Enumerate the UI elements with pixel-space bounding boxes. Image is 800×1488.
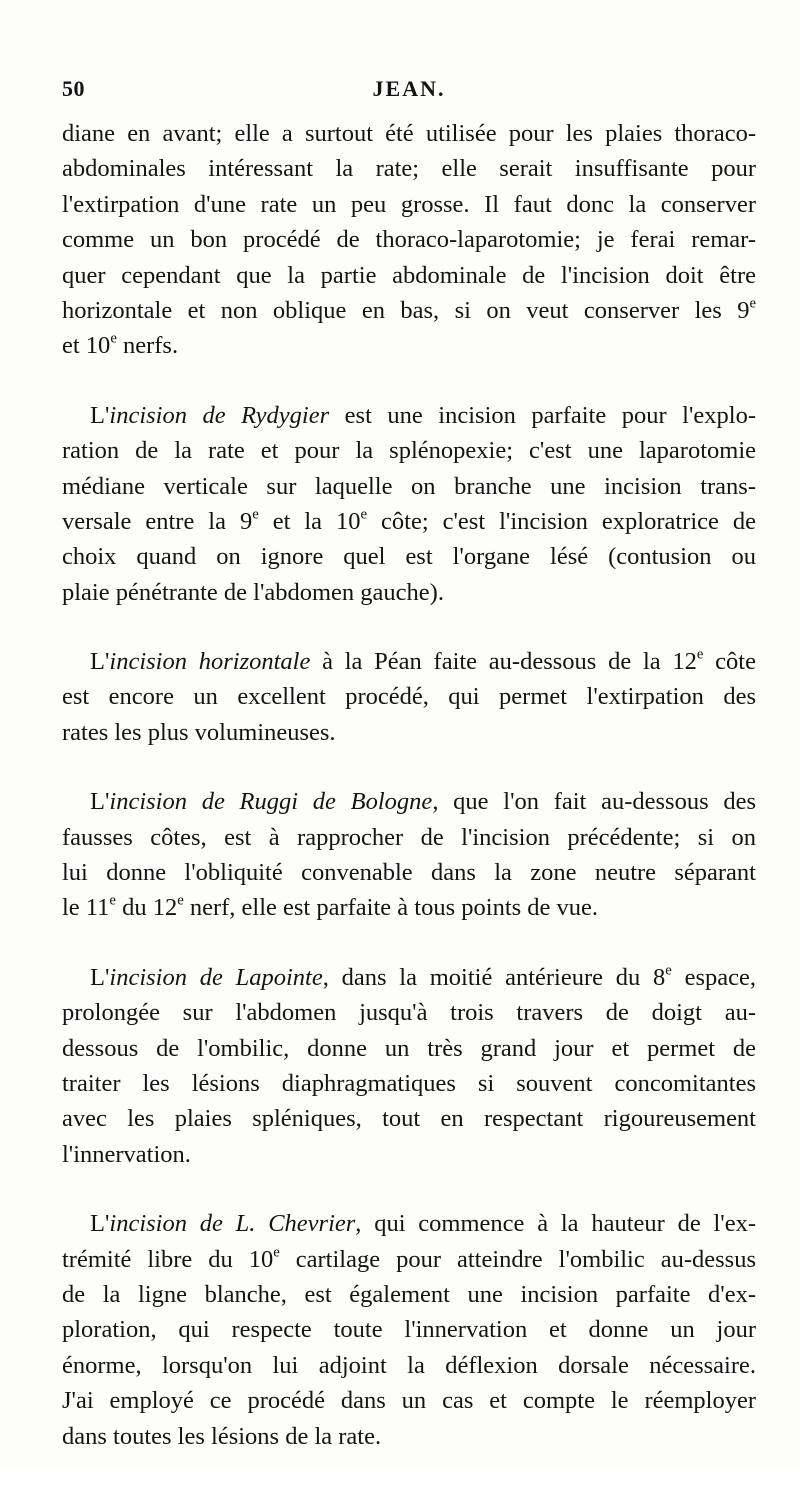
text-line: médiane verticale sur laquelle on branche une incision trans- (62, 472, 756, 500)
italic-term: incision de Ruggi de Bologne (109, 788, 433, 816)
text-line: quer cependant que la partie abdominale de l'incision doit être (62, 261, 756, 289)
text-line: L'incision de Lapointe, dans la moitié antérieure du 8e espace, (90, 962, 756, 991)
text-line: choix quand on ignore quel est l'organe lésé (contusion ou (62, 543, 756, 571)
text-line: comme un bon procédé de thoraco-laparotomie; je ferai remar- (62, 226, 756, 254)
text-line: dans toutes les lésions de la rate. (62, 1422, 382, 1450)
text-line: dessous de l'ombilic, donne un très grand jour et permet de (62, 1034, 756, 1062)
page-number: 50 (62, 76, 85, 101)
text-line: L'incision de Rydygier est une incision parfaite pour l'explo- (90, 401, 756, 429)
text-line: avec les plaies spléniques, tout en respectant rigoureusement (62, 1105, 756, 1133)
running-head: JEAN. (372, 76, 446, 101)
paragraph-5 (62, 960, 756, 1172)
paragraph-2 (62, 398, 756, 610)
text-line: diane en avant; elle a surtout été utilisée pour les plaies thoraco- (62, 120, 756, 147)
text-line: traiter les lésions diaphragmatiques si souvent concomitantes (62, 1069, 756, 1097)
text-line: et 10e nerfs. (62, 331, 179, 360)
text-line: énorme, lorsqu'on lui adjoint la déflexion dorsale nécessaire. (62, 1351, 756, 1379)
text-line: lui donne l'obliquité convenable dans la zone neutre séparant (62, 859, 756, 887)
italic-term: incision de L. Chevrier (109, 1210, 356, 1238)
text-line: l'innervation. (62, 1140, 191, 1168)
text-line: abdominales intéressant la rate; elle serait insuffisante pour (62, 155, 756, 183)
paragraph-6 (62, 1206, 756, 1454)
page-header (62, 76, 756, 106)
text-line: ploration, qui respecte toute l'innervation et donne un jour (62, 1316, 756, 1344)
text-line: prolongée sur l'abdomen jusqu'à trois travers de doigt au- (62, 999, 756, 1027)
italic-term: incision de Lapointe (109, 963, 323, 991)
body-text (62, 116, 756, 1488)
text-line: le 11e du 12e nerf, elle est parfaite à tous points de vue. (62, 893, 599, 922)
text-line: horizontale et non oblique en bas, si on veut conserver les 9e (62, 295, 756, 324)
text-line: trémité libre du 10e cartilage pour atteindre l'ombilic au-dessus (62, 1244, 756, 1273)
text-line: l'extirpation d'une rate un peu grosse. Il faut donc la conserver (62, 190, 756, 218)
italic-term: incision horizontale (109, 648, 311, 676)
text-line: J'ai employé ce procédé dans un cas et compte le réemployer (62, 1387, 756, 1415)
text-line: versale entre la 9e et la 10e côte; c'est l'incision exploratrice de (62, 506, 756, 535)
text-line: rates les plus volumineuses. (62, 718, 336, 746)
text-line: L'incision de Ruggi de Bologne, que l'on fait au-dessous des (90, 788, 756, 816)
text-line: fausses côtes, est à rapprocher de l'incision précédente; si on (62, 823, 756, 851)
text-line: plaie pénétrante de l'abdomen gauche). (62, 578, 444, 606)
text-line: de la ligne blanche, est également une incision parfaite d'ex- (62, 1280, 756, 1308)
paragraph-4 (62, 784, 756, 926)
italic-term: incision de Rydygier (109, 401, 330, 429)
text-line: L'incision de L. Chevrier, qui commence à la hauteur de l'ex- (90, 1210, 756, 1238)
text-line: L'incision horizontale à la Péan faite au-dessous de la 12e côte (90, 646, 756, 676)
paragraph-3 (62, 644, 756, 750)
paragraph-1 (62, 116, 756, 364)
text-line: est encore un excellent procédé, qui permet l'extirpation des (62, 683, 756, 711)
text-line: ration de la rate et pour la splénopexie; c'est une laparotomie (62, 437, 756, 465)
